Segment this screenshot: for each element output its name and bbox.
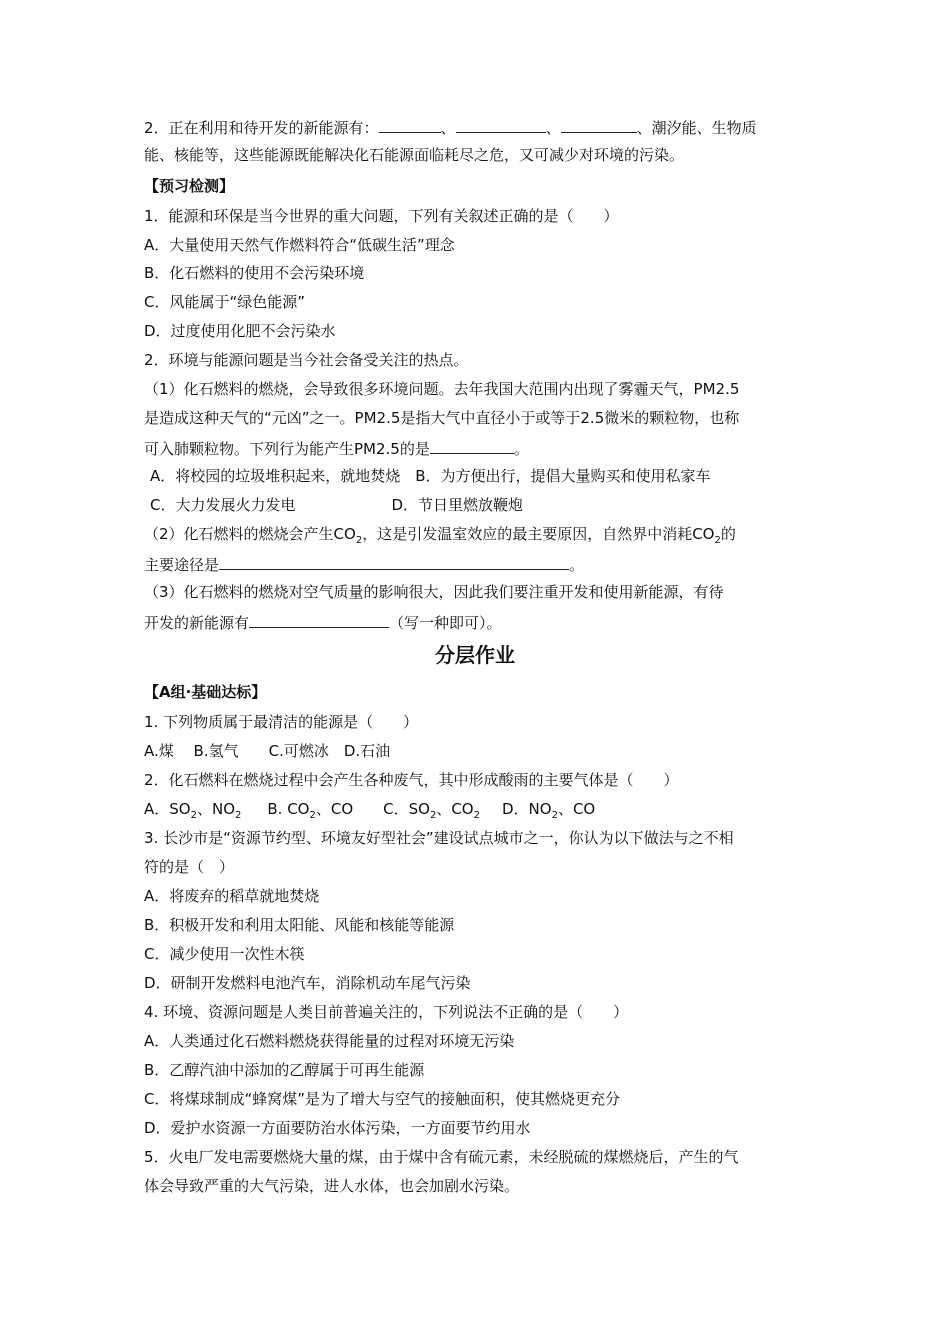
hw-q2-stem: 2．化石燃料在燃烧过程中会产生各种废气，其中形成酸雨的主要气体是（ ） bbox=[144, 771, 679, 789]
preview-q2-stem: 2．环境与能源问题是当今社会备受关注的热点。 bbox=[144, 351, 469, 369]
hw-q3-option-b: B．积极开发和利用太阳能、风能和核能等能源 bbox=[144, 916, 455, 934]
blank-3[interactable] bbox=[561, 116, 637, 133]
hw-q3-option-d: D．研制开发燃料电池汽车，消除机动车尾气污染 bbox=[144, 974, 471, 992]
sep-1: 、 bbox=[440, 119, 456, 137]
q2-2-part1: （2）化石燃料的燃烧会产生CO bbox=[144, 525, 356, 543]
preview-q2-3-line2 bbox=[144, 611, 502, 633]
preview-q2-1-options-ab: A．将校园的垃圾堆积起来，就地焚烧 B．为方便出行，提倡大量购买和使用私家车 bbox=[150, 467, 711, 485]
preview-q2-1-line1: （1）化石燃料的燃烧，会导致很多环境问题。去年我国大范围内出现了雾霾天气，PM2.5 bbox=[144, 380, 740, 398]
blank-pm25[interactable] bbox=[430, 437, 514, 454]
blank-2[interactable] bbox=[456, 116, 546, 133]
hw-q2-option-b: B. $CO_2$、CO bbox=[267, 800, 354, 821]
preview-q2-3-line1: （3）化石燃料的燃烧对空气质量的影响很大，因此我们要注重开发和使用新能源，有待 bbox=[144, 583, 724, 601]
q2-2-line2-suffix: 。 bbox=[569, 556, 585, 574]
hw-q1-options: A.煤 B.氢气 C.可燃冰 D.石油 bbox=[144, 742, 391, 760]
hw-q3-stem-line1: 3. 长沙市是“资源节约型、环境友好型社会”建设试点城市之一，你认为以下做法与之不相 bbox=[144, 829, 734, 847]
hw-q3-option-c: C．减少使用一次性木筷 bbox=[144, 945, 305, 963]
intro-q2-prefix: 2．正在利用和待开发的新能源有： bbox=[144, 119, 379, 137]
q2-2-line2-prefix: 主要途径是 bbox=[144, 556, 220, 574]
hw-q5-line2: 体会导致严重的大气污染，进人水体，也会加剧水污染。 bbox=[144, 1177, 520, 1195]
hw-q3-option-a: A．将废弃的稻草就地焚烧 bbox=[144, 887, 320, 905]
intro-q2-suffix: 、潮汐能、生物质 bbox=[636, 119, 757, 137]
preview-q2-1-line2: 是造成这种天气的“元凶”之一。PM2.5是指大气中直径小于或等于2.5微米的颗粒物，也称 bbox=[144, 409, 740, 427]
q2-3-line2-suffix: （写一种即可）。 bbox=[389, 614, 502, 632]
hw-q1-stem: 1. 下列物质属于最清洁的能源是（ ） bbox=[144, 713, 419, 731]
preview-q1-option-c: C．风能属于“绿色能源” bbox=[144, 293, 306, 311]
preview-q2-2-line1 bbox=[144, 524, 736, 551]
hw-q4-option-c: C．将煤球制成“蜂窝煤”是为了增大与空气的接触面积，使其燃烧更充分 bbox=[144, 1090, 621, 1108]
hw-q4-option-b: B．乙醇汽油中添加的乙醇属于可再生能源 bbox=[144, 1061, 425, 1079]
preview-q2-1-options-cd bbox=[150, 495, 523, 515]
hw-q2-option-a: A．$SO_2$、$NO_2$ bbox=[144, 800, 242, 821]
q2-2-part2: ，这是引发温室效应的最主要原因，自然界中消耗CO bbox=[362, 525, 715, 543]
blank-new-energy[interactable] bbox=[249, 611, 389, 628]
q2-3-line2-prefix: 开发的新能源有 bbox=[144, 614, 250, 632]
hw-q4-stem: 4. 环境、资源问题是人类目前普遍关注的，下列说法不正确的是（ ） bbox=[144, 1003, 629, 1021]
group-a-heading: 【A组·基础达标】 bbox=[144, 683, 267, 701]
preview-heading: 【预习检测】 bbox=[144, 177, 235, 195]
hw-q2-option-d: D．$NO_2$、CO bbox=[501, 800, 596, 821]
sep-2: 、 bbox=[545, 119, 561, 137]
intro-q2-line1 bbox=[144, 116, 757, 138]
preview-q2-2-line2 bbox=[144, 553, 584, 575]
intro-q2-line2: 能、核能等，这些能源既能解决化石能源面临耗尽之危，又可减少对环境的污染。 bbox=[144, 146, 685, 164]
preview-q2-1-option-d: D．节日里燃放鞭炮 bbox=[391, 496, 524, 514]
preview-q2-1-option-c: C．大力发展火力发电 bbox=[150, 496, 296, 514]
blank-co2[interactable] bbox=[219, 553, 569, 570]
preview-q1-option-d: D．过度使用化肥不会污染水 bbox=[144, 322, 336, 340]
hw-q5-line1: 5．火电厂发电需要燃烧大量的煤，由于煤中含有硫元素，未经脱硫的煤燃烧后，产生的气 bbox=[144, 1148, 739, 1166]
hw-q4-option-d: D．爱护水资源一方面要防治水体污染，一方面要节约用水 bbox=[144, 1119, 531, 1137]
homework-title: 分层作业 bbox=[435, 643, 515, 667]
preview-q2-1-line3-prefix: 可入肺颗粒物。下列行为能产生PM2.5的是 bbox=[144, 440, 430, 458]
preview-q2-1-line3 bbox=[144, 437, 529, 459]
preview-q2-1-line3-suffix: 。 bbox=[513, 440, 529, 458]
preview-q1-option-a: A．大量使用天然气作燃料符合“低碳生活”理念 bbox=[144, 236, 455, 254]
preview-q1-option-b: B．化石燃料的使用不会污染环境 bbox=[144, 264, 365, 282]
q2-2-part3: 的 bbox=[720, 525, 736, 543]
hw-q2-options bbox=[144, 799, 595, 826]
blank-1[interactable] bbox=[379, 116, 441, 133]
preview-q1-stem: 1．能源和环保是当今世界的重大问题，下列有关叙述正确的是（ ） bbox=[144, 207, 619, 225]
q2-2-sub2: 2 bbox=[714, 535, 721, 546]
q2-2-sub1: 2 bbox=[355, 535, 363, 546]
hw-q2-option-c: C．$SO_2$、$CO_2$ bbox=[383, 800, 480, 821]
hw-q3-stem-line2: 符的是（ ） bbox=[144, 858, 235, 876]
hw-q4-option-a: A．人类通过化石燃料燃烧获得能量的过程对环境无污染 bbox=[144, 1032, 515, 1050]
